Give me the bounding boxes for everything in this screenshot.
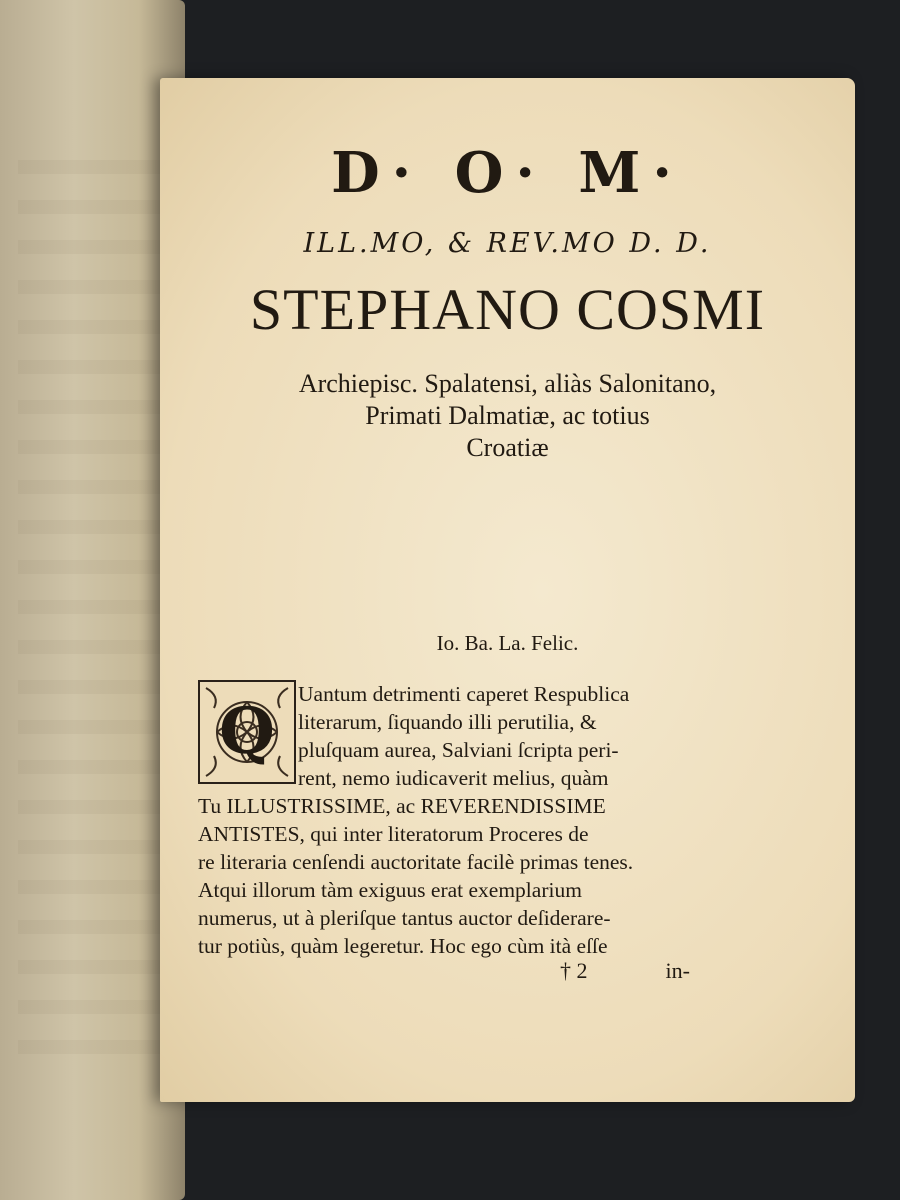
body-line: numerus, ut à pleriſque tantus auctor deſiderare- [198, 906, 611, 930]
body-line: literarum, ſiquando illi perutilia, & [298, 710, 597, 734]
body-line: rent, nemo iudicaverit melius, quàm [298, 766, 609, 790]
show-through-text [18, 160, 168, 1060]
decorated-initial [198, 680, 296, 784]
body-line: Tu ILLUSTRISSIME, ac REVERENDISSIME [198, 794, 606, 818]
recipient-offices [200, 368, 815, 464]
recipient-title: ILL.MO, & REV.MO D. D. [303, 228, 712, 259]
signature-mark: † 2 [560, 958, 588, 983]
author-signature: Io. Ba. La. Felic. [436, 631, 579, 655]
office-line: Croatiæ [466, 433, 549, 462]
office-line: Archiepisc. Spalatensi, aliàs Salonitano, [298, 369, 717, 398]
book-page [160, 78, 855, 1102]
page-footer [560, 958, 760, 984]
initial-letter: Q [219, 694, 275, 769]
dom-heading: D· O· M· [331, 140, 684, 206]
body-line: re literaria cenſendi auctoritate facilè primas tenes. [198, 850, 634, 874]
body-line: tur potiùs, quàm legeretur. Hoc ego cùm ità eſſe [198, 934, 608, 958]
catchword: in- [665, 958, 690, 983]
body-line: pluſquam aurea, Salviani ſcripta peri- [298, 738, 619, 762]
facing-page [0, 0, 185, 1200]
body-line: Uantum detrimenti caperet Respublica [298, 682, 630, 706]
body-line: Atqui illorum tàm exiguus erat exemplarium [198, 878, 582, 902]
office-line: Primati Dalmatiæ, ac totius [365, 401, 650, 430]
recipient-name: STEPHANO COSMI [249, 277, 766, 342]
body-line: ANTISTES, qui inter literatorum Proceres de [198, 822, 589, 846]
